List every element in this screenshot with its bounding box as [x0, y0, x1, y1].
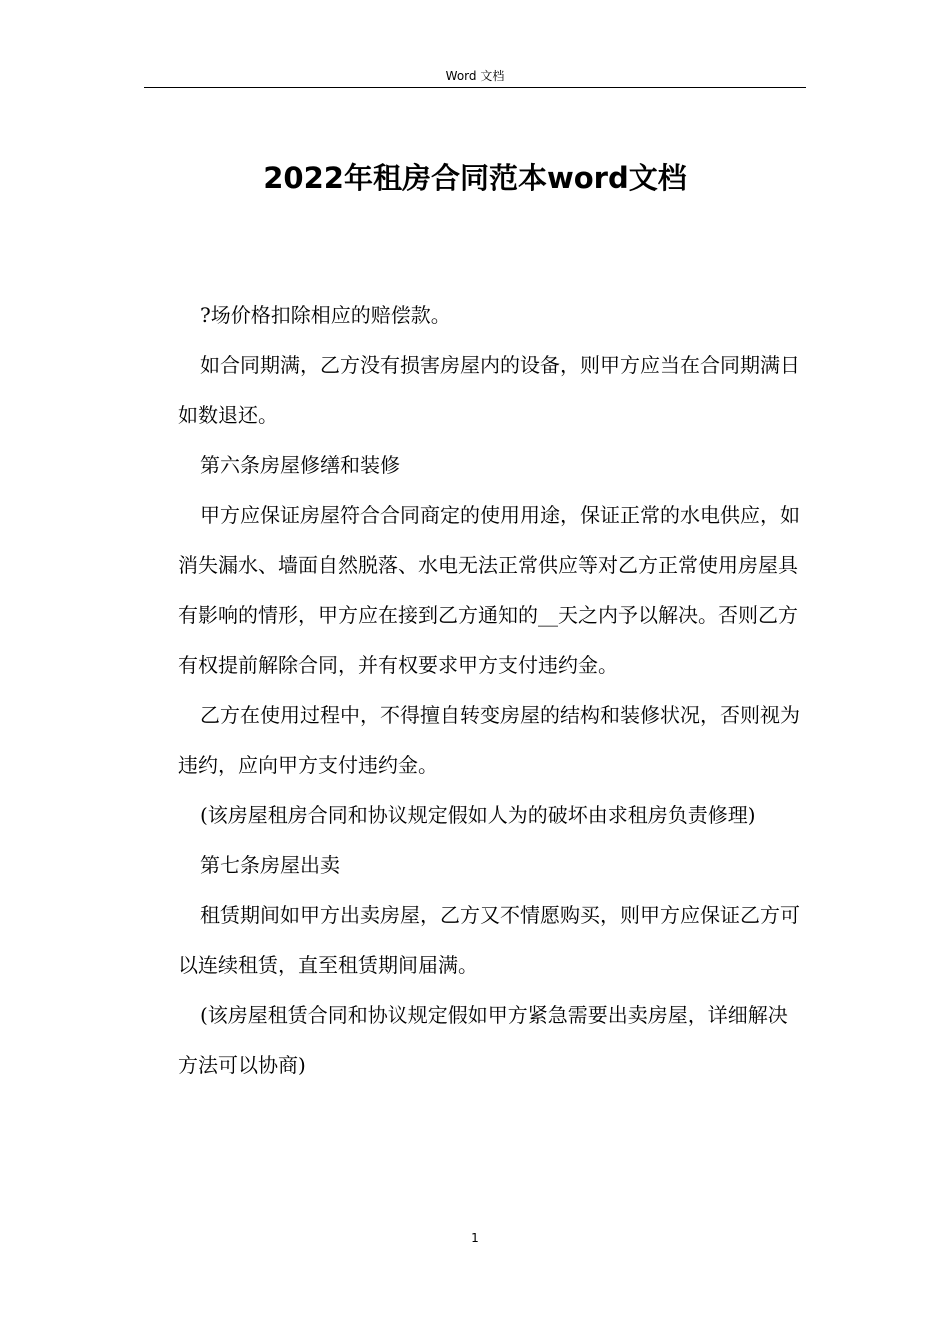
page-number: 1: [471, 1231, 479, 1245]
paragraph-compensation: ?场价格扣除相应的赔偿款。: [200, 303, 451, 327]
paragraph-repair-obligation: 甲方应保证房屋符合合同商定的使用用途，保证正常的水电供应，如消失漏水、墙面自然脱落、水电无法正常供应等对乙方正常使用房屋具有影响的情形，甲方应在接到乙方通知的__天之内予以解决。否则乙方有权提前解除合同，并有权要求甲方支付违约金。: [178, 503, 800, 677]
document-body: [178, 290, 806, 1090]
paragraph-deposit-return: 如合同期满，乙方没有损害房屋内的设备，则甲方应当在合同期满日如数退还。: [178, 353, 800, 427]
header-divider: [144, 87, 806, 88]
section-heading-article-7: 第七条房屋出卖: [200, 853, 340, 877]
document-title: 2022年租房合同范本word文档: [263, 161, 687, 195]
section-heading-article-6: 第六条房屋修缮和装修: [200, 453, 400, 477]
page-header: Word 文档: [445, 69, 505, 83]
paragraph-damage-note: (该房屋租房合同和协议规定假如人为的破坏由求租房负责修理): [200, 803, 756, 827]
paragraph-sale-during-lease: 租赁期间如甲方出卖房屋，乙方又不情愿购买，则甲方应保证乙方可以连续租赁，直至租赁期间届满。: [178, 903, 800, 977]
paragraph-structure-change: 乙方在使用过程中，不得擅自转变房屋的结构和装修状况，否则视为违约，应向甲方支付违约金。: [178, 703, 800, 777]
paragraph-sale-note: (该房屋租赁合同和协议规定假如甲方紧急需要出卖房屋，详细解决方法可以协商): [178, 1003, 788, 1077]
